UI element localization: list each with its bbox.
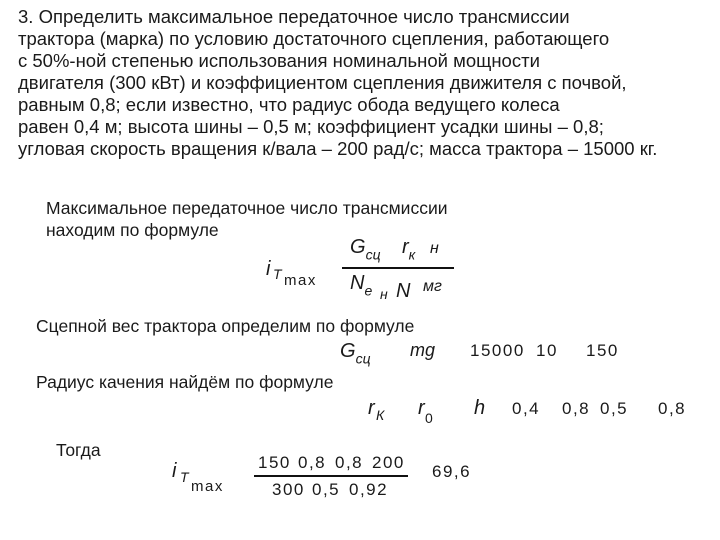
formula4-num-d: 200 — [372, 453, 405, 472]
formula4-i: i — [172, 460, 177, 482]
formula1-Ne: $N_е$ — [350, 272, 373, 299]
problem-line-1: 3. Определить максимальное передаточное число трансмиссии — [18, 6, 570, 27]
formula1-mg: мг — [423, 278, 442, 295]
problem-line-2: трактора (марка) по условию достаточного сцепления, работающего — [18, 28, 610, 49]
formula1-i: i — [266, 258, 271, 280]
formula3-zero: 0 — [425, 410, 435, 426]
formula4-num-b: 0,8 — [298, 453, 327, 472]
formula1-r: $r_к$ — [402, 236, 416, 263]
formula1-max: max — [284, 272, 317, 289]
formula2-value-2: 10 — [536, 341, 558, 360]
formula1-mu: н — [430, 240, 439, 257]
formula3-value-4: 0,8 — [658, 399, 687, 418]
formula4-den-b: 0,5 — [312, 480, 341, 499]
formula1-N: N — [396, 280, 411, 302]
weight-text: Сцепной вес трактора определим по формуле — [36, 316, 415, 336]
problem-line-6: равен 0,4 м; высота шины – 0,5 м; коэффициент усадки шины – 0,8; — [18, 116, 604, 137]
formula4-result: 69,6 — [432, 462, 472, 481]
formula2-mg: mg — [410, 340, 436, 360]
solution-intro-line-1: Максимальное передаточное число трансмиссии — [46, 198, 448, 218]
then-text: Тогда — [56, 440, 101, 460]
solution-intro-line-2: находим по формуле — [46, 220, 219, 240]
formula4-den-c: 0,92 — [349, 480, 389, 499]
problem-line-7: угловая скорость вращения к/вала – 200 рад/с; масса трактора – 15000 кг. — [18, 138, 658, 159]
formula4-num-c: 0,8 — [335, 453, 364, 472]
formula2-G: $G_{сц}$ — [340, 340, 371, 367]
formula2-value-1: 15000 — [470, 341, 525, 360]
formula4-num-a: 150 — [258, 453, 291, 472]
formula3-value-2: 0,8 — [562, 399, 591, 418]
problem-line-3: с 50%-ной степенью использования номинальной мощности — [18, 50, 540, 71]
formula1-T: T — [273, 266, 282, 282]
formula4-max: max — [191, 478, 224, 495]
radius-text: Радиус качения найдём по формуле — [36, 372, 334, 392]
formula3-r0: r — [418, 397, 425, 419]
formula4-T: T — [180, 469, 189, 485]
problem-line-4: двигателя (300 кВт) и коэффициентом сцепления движителя с почвой, — [18, 72, 627, 93]
formula2-value-3: 150 — [586, 341, 619, 360]
formula3-r: r — [368, 397, 375, 419]
formula3-value-3: 0,5 — [600, 399, 629, 418]
formula1-fraction-bar — [342, 267, 454, 269]
formula1-n: н — [380, 286, 388, 302]
formula3-k: К — [376, 407, 385, 423]
formula1-G: $G_{сц}$ — [350, 236, 381, 263]
formula4-fraction-bar — [254, 475, 408, 477]
formula4-den-a: 300 — [272, 480, 305, 499]
formula3-h: h — [474, 397, 486, 419]
problem-line-5: равным 0,8; если известно, что радиус обода ведущего колеса — [18, 94, 560, 115]
formula3-value-1: 0,4 — [512, 399, 541, 418]
